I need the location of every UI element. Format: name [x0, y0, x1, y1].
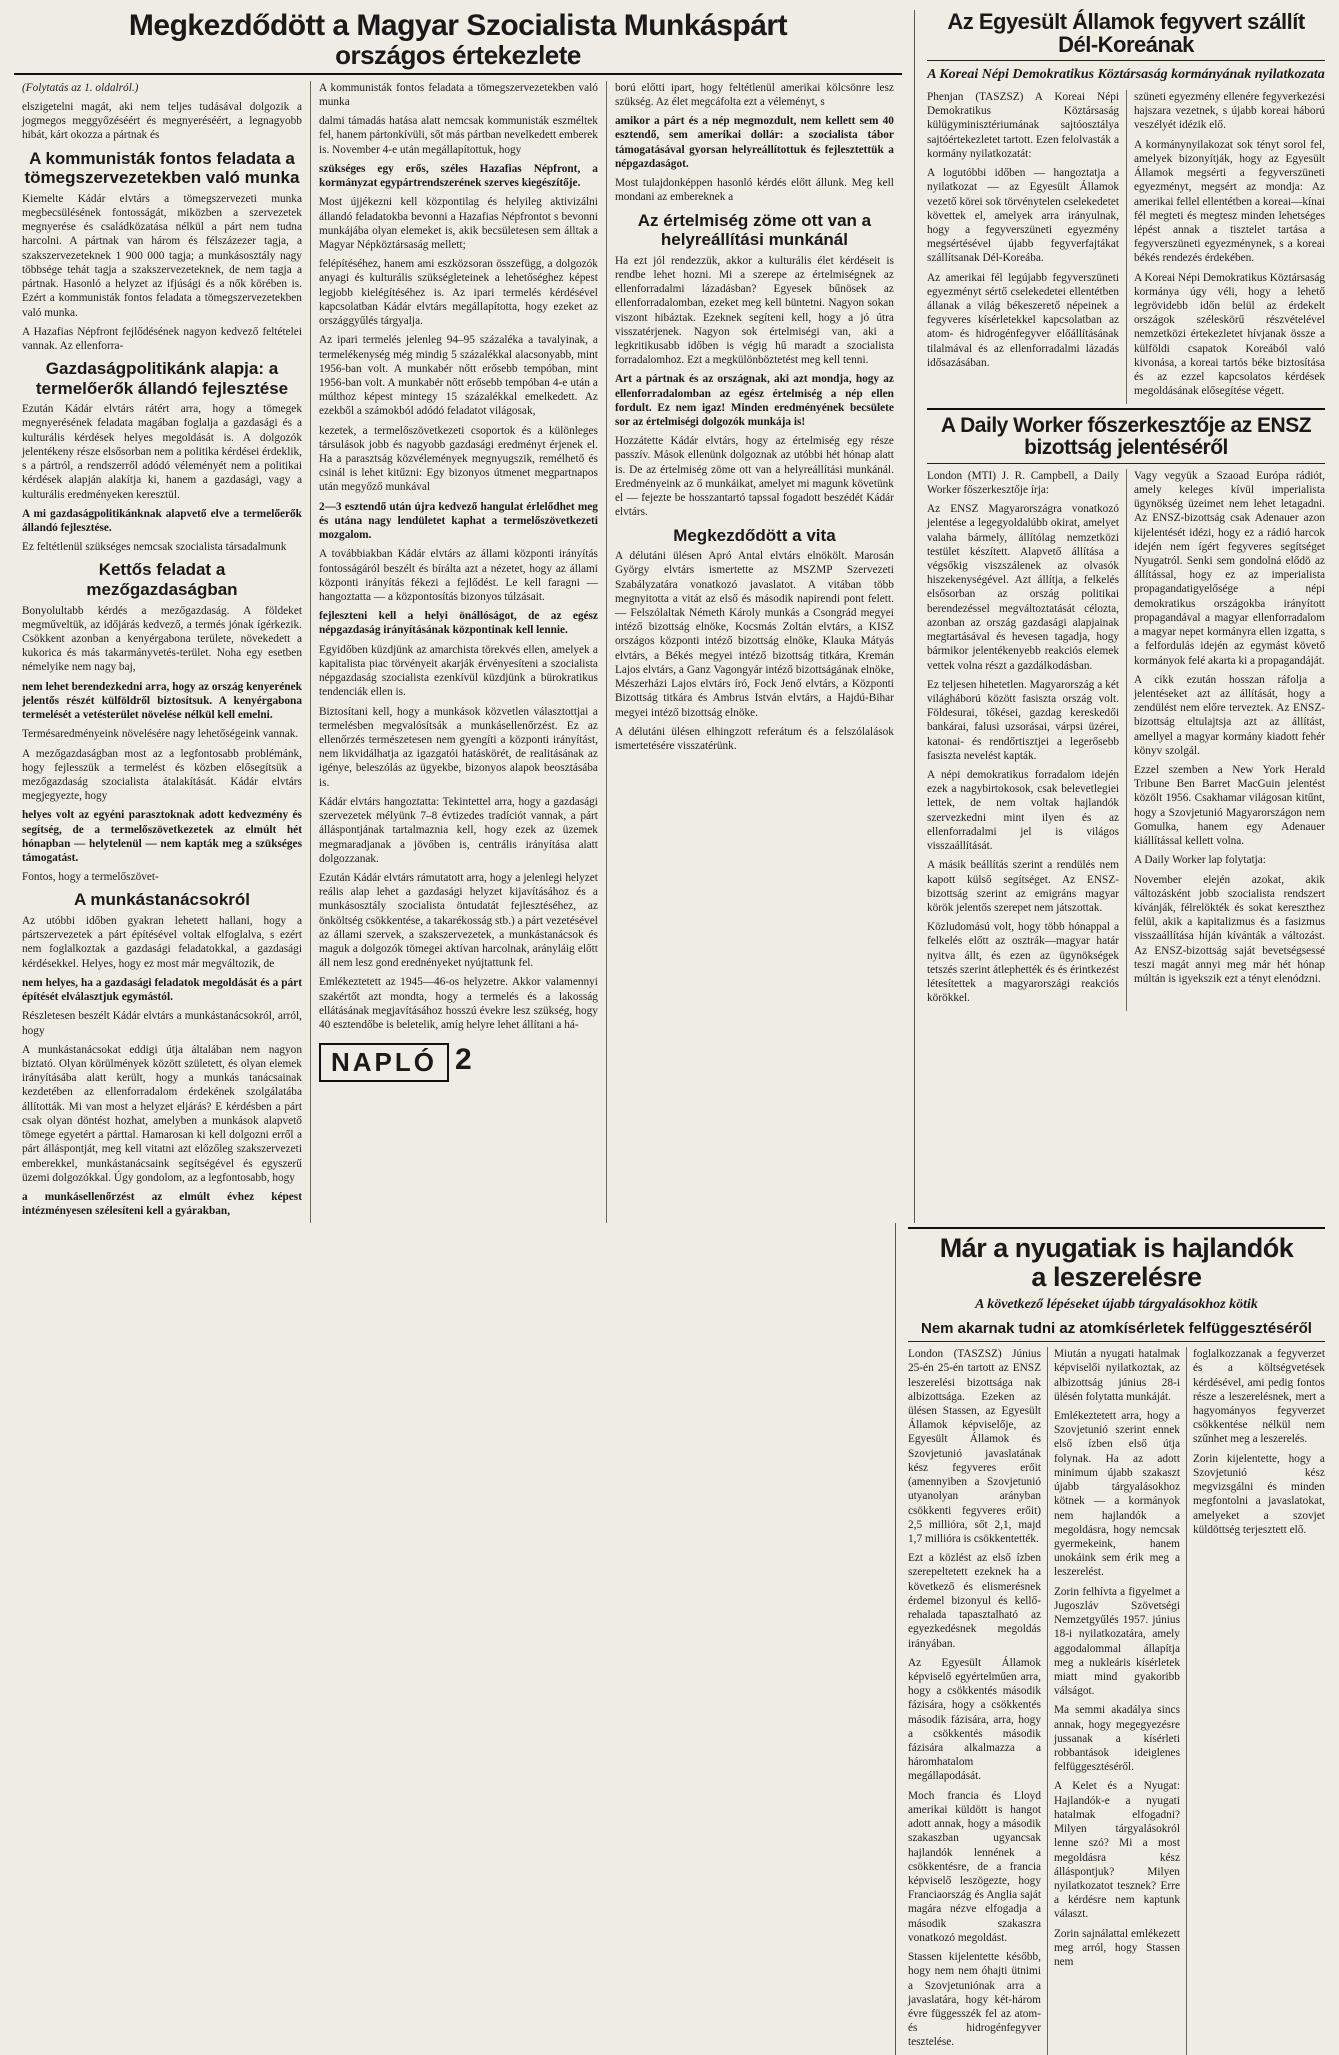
paragraph: foglalkozzanak a fegyverzet és a költségvetések kérdésével, ami pedig fontos része a leszerelésnek, mert a hagyományos fegyverzet csökkentése nélkül nem szűnhet meg a leszerelés. — [1192, 1348, 1325, 1446]
paragraph: Stassen kijelentette később, hogy nem nem óhajti ütnimi a Szovjetuniónak arra a javaslatára, hogy két-három évre függesszék fel az atom- és hidrogénfegyver tesztelése. — [908, 1951, 1041, 2049]
paragraph: Emlékeztetett az 1945—46-os helyzetre. Akkor valamennyi szakértőt azt mondta, hogy a termelés és a lakosság ellátásának megjavításához hosszú évekre lesz szükség, hogy 40 esztendőbe is beletelik, amíg helyre lehet állítani a há- — [318, 976, 598, 1032]
paragraph: szüneti egyezmény ellenére fegyverkezési hajszara vezetnek, s újabb koreai háború veszélyét idézik elő. — [1134, 90, 1325, 132]
divider — [927, 60, 1325, 61]
paragraph: felépítéséhez, hanem ami eszközsoran összefügg, a dolgozók anyagi és kulturális szükségleteinek a lehetőséghez képest legjobb kielégítéséhez is. Az ipari termelés kérdésével kapcsolatban Kádár elvtárs megállapította, hogy ezeket az országgyűlés tárgyalja. — [318, 258, 598, 328]
page-title: Megkezdődött a Magyar Szocialista Munkáspárt — [128, 9, 788, 42]
disarm-column-1 — [908, 1347, 1047, 2055]
paragraph: Ezután Kádár elvtárs rátért arra, hogy a tömegek megnyerésének feladata magában foglalja a gazdasági és a kulturális kérdések helyes megoldását is. A dolgozók jelentékeny része elsősorban nem a politika kérdései érdeklik, s a pártról, a rendszerről adódó véleményét nem a politikai kérdések alapján alakítja ki, hanem a gazdasági, vagy a kulturális eredményeken keresztül. — [22, 403, 302, 501]
paragraph-bold: helyes volt az egyéni parasztoknak adott kedvezmény és segítség, de a termelőszövetkezetek az elmúlt hét hónapban — helytelenül — nem kapták meg a szükséges támogatást. — [22, 809, 302, 865]
paragraph: ború előtti ipart, hogy feltétlenül amerikai kölcsönre lesz szükség. Az élet megcáfolta ezt a véleményt, s — [614, 81, 894, 109]
paragraph-bold: a munkásellenőrzést az elmúlt évhez képest intézményesen szélesíteni kell a gyárakban, — [22, 1190, 302, 1218]
paragraph: Egyidőben küzdjünk az amarchista törekvés ellen, amelyek a kapitalista piac törvényeit akarják érvényesíteni a szocialista népgazdaság szocialista ezenkívül küzdjünk a bürokratikus tendenciák ellen is. — [318, 643, 598, 699]
column-2 — [310, 81, 606, 1224]
paragraph: A mezőgazdaságban most az a legfontosabb problémánk, hogy fejlesszük a termelést és közben elősegítsük a mezőgazdaság szocialista átalakítását. Kádár elvtárs megjegyezte, hogy — [22, 747, 302, 803]
paragraph: Az ipari termelés jelenleg 94–95 százaléka a tavalyinak, a termelékenység még mindig 5 százalékkal alacsonyabb, mint 1956-ban volt. A munkabér nőtt erősebb tempóban, mint 1956-ban volt. A munkabér nőtt erősebb tempóban 4-e után a múlthoz képest mintegy 15 százalékkal emelkedett. Az ezekből a számokból adódó feladatot világosak, — [318, 334, 598, 418]
paragraph: Emlékeztetett arra, hogy a Szovjetunió szerint ennek első ízben első útja folynak. Ha az adott minimum újabb szakaszt újabb tárgyalásokhoz kötnek — a kormányok nem hajlandók a megoldásra, hogy nemcsak gyermekeink, hanem unokáink sem érik meg a leszerelést. — [1053, 1410, 1180, 1579]
paragraph: Közludomású volt, hogy több hónappal a felkelés előtt az osztrák—magyar határ nyitva állt, és ezen az ügynökségek tetszés szerint átlephették és és érintkezést létesítettek a magyarországi reakciós körökkel. — [927, 921, 1119, 1005]
paragraph: Zorin sajnálattal emlékezett meg arról, hogy Stassen nem — [1053, 1927, 1180, 1969]
paragraph-bold: 2—3 esztendő után újra kedvező hangulat érlelődhet meg és utána nagy lendületet kaphat a termelőszövetkezeti mozgalom. — [318, 500, 598, 542]
paragraph: Miután a nyugati hatalmak képviselői nyilatkoztak, az albizottság június 28-i ülésén folytatta munkáját. — [1053, 1348, 1180, 1403]
paragraph: A kormánynyilakozat sok tényt sorol fel, amelyek bizonyítják, hogy az Egyesült Államok megsérti a fegyverszüneti egyezményt, megsért az mondja: Az amerikai fellel ellentétben a koreai—kínai fél megteti és megtesz minden lehetséges lépést annak a tisztelet tartása a fegyverszüneti egyezménynek, s a koreai békés rendezés érdekében. — [1134, 138, 1325, 265]
subheading-mass-orgs: A kommunisták fontos feladata a tömegszervezetekben való munka — [24, 148, 300, 188]
disarm-column-3 — [1186, 1347, 1325, 2055]
page-number: 2 — [454, 1042, 472, 1076]
paragraph: Ha ezt jól rendezzük, akkor a kulturális élet kérdéseit is rendbe lehet hozni. Mi a szerepe az értelmiségnek az ellenforradalmi lázadásban? Egyesek bűnösek az ellenforradalomban, ezeket meg kell büntetni. Nagyon sokan viszont hibáztak. Ezeknek segíteni kell, hogy a jó útra visszatérjenek. Nagyon sok értelmiségi van, aki a legkritikusabb időben is végig hű maradt a szocialista forradalomhoz. Ezt a megkülönböztetést meg kell tenni. — [614, 254, 894, 367]
paragraph: A Kelet és a Nyugat: Hajlandók-e a nyugati hatalmak elfogadni? Milyen tárgyalásokról lenne szó? Mi a most megoldásra kész álláspontjuk? Milyen nyilatkozatot tesznek? Erre a kérdésre nem kaptunk választ. — [1053, 1780, 1180, 1921]
paragraph-bold: fejleszteni kell a helyi önállóságot, de az egész népgazdaság irányításának központinak kell lennie. — [318, 610, 598, 637]
usa-column-1 — [927, 90, 1126, 404]
paragraph: Az amerikai fél legújabb fegyverszüneti egyezményt sértő cselekedetei ellentétben állanak a világ békeszerető népeinek a fegyveres kísérletekkel kapcsolatban az atom- és hidrogénfegyver előállításának tilalmával és az ellenforradalmi lázadás idősazásában. — [927, 271, 1119, 369]
paragraph: Az utóbbi időben gyakran lehetett hallani, hogy a pártszervezetek a párt építésével voltak elfoglalva, s ezért nem foglalkoztak a gazdasági feladatokkal, a gazdasági kérdésekkel. Helyes, hogy ez most már megváltozik, de — [22, 915, 302, 970]
subheading-agriculture: Kettős feladat a mezőgazdaságban — [86, 560, 238, 599]
paragraph: Most újjékezni kell központilag és helyileg aktivizálni állandó feladatokba bevonni a Hazafias Népfrontot s bevonni munkájába olyan elemeket is, akik becsületesen sem álltak a Magyar Népköztársaság mellett; — [318, 196, 598, 251]
disarm-subtitle-2: Nem akarnak tudni az atomkísérletek felfüggesztéséről — [921, 1319, 1312, 1337]
subheading-intelligentsia: Az értelmiség zöme ott van a helyreállítási munkánál — [637, 210, 872, 250]
continuation-note: (Folytatás az 1. oldalról.) — [22, 81, 139, 94]
paragraph-bold: A mi gazdaságpolitikánknak alapvető elve a termelőerők állandó fejlesztése. — [22, 507, 302, 535]
column-1 — [14, 81, 310, 1224]
paragraph: November elején azokat, akik változásként jobb szocialista rendszert kívánják, félrelökték és sokat kereszthez felül, akik a kapitalizmus és a fasizmus visszaállítása híján kívánták a változást. Az ENSZ-bizottság saját bevetségsessé teszi magát annyi meg már hét hónap múltán is igyekszik ezt a tényt elenódzni. — [1134, 873, 1325, 986]
paragraph: Ezzel szemben a New York Herald Tribune Ben Barret MacGuin jelentést közölt 1956. Csakhamar világosan kitűnt, hogy a Szovjetunió Magyarországon nem Gomulka, hanem egy Adenauer kiállítással kellett volna. — [1134, 764, 1325, 848]
paragraph: A népi demokratikus forradalom idején ezek a nagybirtokosok, csak belevetlegiei lettek, de nem voltak hajlandók szervezkedni mint ilyen és az ellenforradalmi jel is világos visszaállítását. — [927, 769, 1119, 853]
paragraph: Az ENSZ Magyarországra vonatkozó jelentése a legegyoldalúbb okirat, amelyet valaha bármely, állítólag nemzetközi testület készített. Alapvető állítása a végsőkig viszszálenek az olvasók hiszekenységével. Azt állítja, a felkelés elsősorban az ország politikai berendezéssel megváltoztatását célozta, azonban az ország gazdasági alapjainak megtartásával és hevesen tagadja, hogy bármikor jelentékenyebb reakciós elemek vettek volna részt a gazdálkodásban. — [927, 503, 1119, 672]
divider — [908, 1227, 1325, 1229]
main-article — [14, 10, 914, 1223]
paragraph: Bonyolultabb kérdés a mezőgazdaság. A földeket megműveltük, az időjárás kedvező, a termés jónak ígérkezik. Csökkent azonban a kenyérgabona területe, növekedett a kukorica és más takarmányvetés-terület. Noha egy esetben némelyike nem nagy baj, — [22, 604, 302, 674]
paragraph: A Koreai Népi Demokratikus Köztársaság kormánya úgy véli, hogy a lehető legrövidebb időn belül az érdekelt országok széleskörű részvételével nemzetközi értekezletet hívjanak össze a külföldi csapatok Koreából való kivonása, a koreai tartós béke biztosítása és az ezzel kapcsolatos kérdések megoldásának elősegítése végett. — [1134, 271, 1325, 398]
paragraph: Részletesen beszélt Kádár elvtárs a munkástanácsokról, arról, hogy — [22, 1010, 302, 1037]
column-3 — [606, 81, 902, 1224]
usa-article-title: Az Egyesült Államok fegyvert szállít — [947, 9, 1305, 34]
paragraph: A Hazafias Népfront fejlődésének nagyon kedvező feltételei vannak. Az ellenforra- — [22, 325, 302, 352]
disarm-subtitle-1: A következő lépéseket újabb tárgyalásokhoz kötik — [975, 1297, 1258, 1313]
dw-article-title: A Daily Worker főszerkesztője az ENSZ — [940, 413, 1312, 437]
paragraph: kezetek, a termelőszövetkezeti csoportok és a különleges társulások jobb és nagyobb gazdasági eredményt érjenek el. Ha a parasztság közvélemények megnyugszik, remélhető és csinál is lehet kitűzni: Egy bizonyos útmenet megpartnapos után megyőző munkával — [318, 424, 598, 494]
paragraph: Vagy vegyük a Szaoad Európa rádiót, amely keleges kívül imperialista ügynökség üzeimet nem lehet letagadni. Az ENSZ-bizottság csak Adenauer azon kijelentését idézi, hogy ez a rádió harcok idején nem ígért fegyveres segítséget Nyugatról. Senki sem gondolná elődö az állítással, hogy ez az imperialista propagandatigyelősége a népi demokratikus országokba irányított propagandával a magyar ellenforradalom a magyar nepet kormányra ellen izgatta, s a felfordulás idején az egymást követő kormányok felé akarta ki a propagandáját. — [1134, 469, 1325, 667]
paragraph: Biztosítani kell, hogy a munkások közvetlen választottjai a termelésben megvalósítsák a munkásellenőrzést. Ez az ellenőrzés természetesen nem gyengíti a központi irányítást, nem likvidálhatja az igazgatói hatáskörét, de realitásának az igénye, beleszólás az ügyekbe, bizonyos alapok beosztásába is. — [318, 705, 598, 789]
paragraph: A délutáni ülésen elhingzott referátum és a felszólalások ismertetésére visszatérünk. — [614, 725, 894, 752]
dw-column-2 — [1126, 469, 1325, 1011]
paragraph: Hozzátette Kádár elvtárs, hogy az értelmiség egy része passzív. Mások ellenünk dolgoznak az utóbbi hét hónap alatt is. De az értelmiség zöme ott van a helyreállítási munkánál. Eredményeink az ő munkáikat, amelyet mi magunk követünk el — fejezte be hosszantartó tapssal fogadott beszédét Kádár elvtárs. — [614, 435, 894, 519]
masthead-logo-area — [319, 1037, 598, 1082]
paragraph: dalmi támadás hatása alatt nemcsak kommunisták eszméltek fel, hanem pártonkívüli, sőt más pártban nevelkedett emberek is. November 4-e után megállapítottuk, hogy — [318, 115, 598, 156]
paragraph: Fontos, hogy a termelőszövet- — [22, 871, 159, 884]
dw-column-1 — [927, 469, 1126, 1011]
subheading-workers-councils: A munkástanácsokról — [73, 890, 250, 910]
disarm-column-2 — [1047, 1347, 1186, 2055]
subheading-economy: Gazdaságpolitikánk alapja: a termelőerők állandó fejlesztése — [35, 359, 289, 398]
paragraph: Ma semmi akadálya sincs annak, hogy megegyezésre jussanak a kísérleti robbantások ideiglenes felfüggesztéséről. — [1053, 1704, 1180, 1774]
paragraph: A másik beállítás szerint a rendülés nem kapott külső segítséget. Az ENSZ-bizottság szerint az emigráns magyar körök jelentős szerepet nem játszottak. — [927, 859, 1119, 915]
dw-article-title-line2: bizottság jelentéséről — [1024, 435, 1228, 459]
paragraph: A továbbiakban Kádár elvtárs az állami központi irányítás fontosságáról beszélt és bírálta azt a nézetet, hogy az állami központi irányítás fékezi a fejlődést. Le kell faragni — hangoztatta — a központosítás bizonyos túlzásait. — [318, 548, 598, 604]
paragraph: Kiemelte Kádár elvtárs a tömegszervezeti munka megbecsülésének fontosságát, miközben a szervezetek megnyerése és családközatása nélkül a párt nem tudna harcolni. A pártnak van három és félszázezer tagja, a szakszervezeteknek 1 900 000 tagja; a munkásosztály nagy többsége tehát tagja a szakszervezeteknek, de nem tagja a pártnak. Hasonló a helyzet az ifjúsági és a nők körében is. Ezért a kommunisták fontos feladata a tömegszervezetekben való munka. — [22, 192, 302, 319]
paragraph: Zorin felhívta a figyelmet a Jugoszláv Szövetségi Nemzetgyűlés 1957. június 18-i nyilatkozatára, amely aggodalommal állapítja meg a nukleáris kísérletek miatt mind gyakoribb válságot. — [1053, 1585, 1180, 1698]
paragraph-bold: szükséges egy erős, széles Hazafias Népfront, a kormányzat egypártrendszerének szerves kiegészítője. — [318, 162, 598, 190]
paragraph: Kádár elvtárs hangoztatta: Tekintettel arra, hogy a gazdasági szervezetek mélyünk 7–8 évtizedes tradíciót vannak, a párt álláspontjának tartalmaznia kell, hogy ezek az üzemek megmaradjanak a jövőben is, centrális irányítása alatt dolgozzanak. — [318, 795, 598, 865]
paragraph-bold: amikor a párt és a nép megmozdult, nem kellett sem 40 esztendő, sem amerikai dollár: a szocialista tábor támogatásával gyorsan helyreállítottuk és fejlesztettük a népgazdaságot. — [614, 115, 894, 170]
paragraph: Ezt a közlést az első ízben szerepeltetett ezeknek ha a következő és elismerésnek érdemel bizonyul és kellő-rehalada tapasztalható az egyezkedésnek megoldás irányában. — [908, 1552, 1041, 1650]
main-article-columns — [14, 81, 902, 1224]
disarm-article — [895, 1223, 1325, 2054]
newspaper-logo: NAPLÓ — [319, 1043, 449, 1082]
paragraph: Ezután Kádár elvtárs rámutatott arra, hogy a jelenlegi helyzet reális alap lehet a gazdasági helyzet kijavításához és a munkásosztály szocialista öntudatát fejlesztéséhez, az önköltség csökkentése, a takarékosság stb.) a párt vezetésével az állami szervek, a szakszervezetek, a munkástanácsok és maguk a dolgozók tömegei aktívan harcolnak, arányláig előtt áll nem lesz gond erednényeket nyújtattunk fel. — [318, 871, 598, 970]
disarm-title: Már a nyugatiak is hajlandók — [939, 1233, 1294, 1264]
paragraph: A Daily Worker lap folytatja: — [1134, 854, 1266, 867]
paragraph: Ez feltétlenül szükséges nemcsak szocialista társadalmunk — [22, 541, 287, 554]
paragraph: London (TASZSZ) Június 25-én 25-én tartott az ENSZ leszerelési bizottsága nak albizottsága. Ezeken az ülésen Stassen, az Egyesült Államok képviselője, az Egyesült Államok és Szovjetunió javaslatának kész fegyveres erőit (amennyiben a Szovjetunió utyanolyan arányban csökkenti fegyveres erőit) 2,5 millióra, sőt 2,1, majd 1,7 millióra is csökkentették. — [908, 1348, 1041, 1545]
usa-article-subtitle: A Koreai Népi Demokratikus Köztársaság kormányának nyilatkozata — [927, 67, 1325, 83]
paragraph: A munkástanácsokat eddigi útja általában nem nagyon biztató. Olyan körülmények között született, és olyan elemek irányításába alatt került, hogy a munkás tanácsainak kezdetében az ellenforradalom érdekének szolgálatába állították. Mi van most a helyzet eljárás? E kérdésben a párt csak olyan döntést hozhat, amelyben a munkások alapvető tömege egyetért a párttal. Hamarosan ki kell dolgozni erről a párt álláspontját, meg kell vitatni azt előzőleg szakszervezeti emberekkel, munkástanácsaink segítségével és egyszerű üzemi dolgozókkal. Úgy gondolom, az a legfontosabb, hogy — [22, 1043, 302, 1184]
paragraph: Termésaredményeink növelésére nagy lehetőségeink vannak. — [22, 728, 299, 741]
paragraph: Moch francia és Lloyd amerikai küldött is hangot adott annak, hogy a második szakaszban ugyancsak hajlandók lennének a csökkentésre, de a francia képviselő leszögezte, hogy Franciaország és Anglia saját magára nézve elfogadja a második szakaszra vonatkozó megoldást. — [908, 1789, 1041, 1944]
paragraph: Most tulajdonképpen hasonló kérdés előtt állunk. Meg kell mondani az embereknek a — [614, 177, 894, 204]
divider — [927, 408, 1325, 410]
paragraph-bold: Art a pártnak és az országnak, aki azt mondja, hogy az ellenforradalomban az egész értelmiség a nép ellen fordult. Ez nem igaz! Minden eredményének becsülete sor az értelmiségi dolgozók munkája is! — [614, 373, 894, 429]
page-title-line2: országos értekezlete — [335, 39, 581, 70]
paragraph: Ez teljesen hihetetlen. Magyarország a két világháború között fasiszta ország volt. Földesurai, tőkései, gazdag kereskedői bankárai, falusi uzsorásai, várpsi üzérei, katonai- és rendőrtisztjei a legerősebb fasiszta nevelést kapták. — [927, 678, 1119, 762]
bottom-section — [0, 1223, 1339, 2054]
usa-article-title-line2: Dél-Koreának — [1058, 32, 1194, 58]
right-column — [914, 10, 1325, 1223]
subheading-debate-started: Megkezdődött a vita — [673, 525, 836, 545]
bottom-left-spacer — [14, 1223, 895, 2054]
paragraph-bold: nem lehet berendezkedni arra, hogy az ország kenyerének jelentős részét külföldről biztosítsuk. A kenyérgabona termelését a vetésterület növelése nélkül kell emelni. — [22, 680, 302, 722]
disarm-title-line2: a leszerelésre — [1031, 1261, 1202, 1292]
paragraph-bold: nem helyes, ha a gazdasági feladatok megoldását és a párt építését elválasztjuk egymástól. — [22, 976, 302, 1004]
paragraph: London (MTI) J. R. Campbell, a Daily Worker főszerkesztője írja: — [927, 469, 1119, 496]
usa-column-2 — [1126, 90, 1325, 404]
divider — [908, 1341, 1325, 1342]
paragraph: Az Egyesült Államok képviselő egyértelműen arra, hogy a csökkentés második fázisára, hogy a csökkentés második fázisára, arra, hogy a csökkentés második fázisára alkalmazza a háromhatalom megállapodását. — [908, 1656, 1041, 1783]
divider — [927, 463, 1325, 464]
paragraph: A kommunisták fontos feladata a tömegszervezetekben való munka — [318, 81, 598, 109]
divider — [14, 73, 902, 75]
paragraph: A logutóbbi időben — hangoztatja a nyilatkozat — az Egyesült Államok vezető körei sok törvénytelen cselekedetet követtek el, amelyek arra irányulnak, hogy a fegyverszüneti egyezmény megsértésével újabb fegyverfajtákat szállítsanak Dél-Koreába. — [927, 167, 1119, 265]
paragraph: A cikk ezután hosszan ráfolja a jelentéseket azt az állítását, hogy a zendülést nem előre terveztek. Az ENSZ-bizottság eltulajtsja azt az állítást, amellyel a magyar kormány kiadott fehér könyv szolgál. — [1134, 673, 1325, 757]
paragraph: Zorin kijelentette, hogy a Szovjetunió kész megvizsgálni és minden megfontolni a javaslatokat, amelyeket a szovjet küldöttség terjesztett elő. — [1192, 1452, 1325, 1536]
paragraph: elszigetelni magát, aki nem teljes tudásával dolgozik a jogmegos meggyőzéséért és megnyeréséért, a legnagyobb hibát, kárt okozza a pártnak és — [22, 101, 302, 142]
paragraph: A délutáni ülésen Apró Antal elvtárs elnökölt. Marosán György elvtárs ismertette az MSZMP Szervezeti Szabályzatára vonatkozó javaslatot. A vitában több megnyitotta a vitát az első és második napirendi pont felett. — Felszólaltak Németh Károly munkás a Csongrád megyei intéző bizottság elnöke, Kocsmás Zoltán elvtárs, a KISZ országos központi intéző bizottság elnöke, Klauka Mátyás elvtárs, a Békés megyei intéző bizottság titkára, Kremán Lajos elvtárs, a Ganz Vagongyár intéző bizottságának elnöke, Mészerházi Lajos elvtárs író, Fock Jenő elvtárs, a Központi Bizottság titkára és Ambrus István elvtárs, a Hajdú-Bihar megyei intéző bizottság elnöke. — [614, 550, 894, 719]
paragraph: Phenjan (TASZSZ) A Koreai Népi Demokratikus Köztársaság külügyminisztériumának sajtóosztálya sajtóértekezletet tartott. Ezen felolvasták a kormány nyilatkozatát: — [927, 90, 1119, 160]
